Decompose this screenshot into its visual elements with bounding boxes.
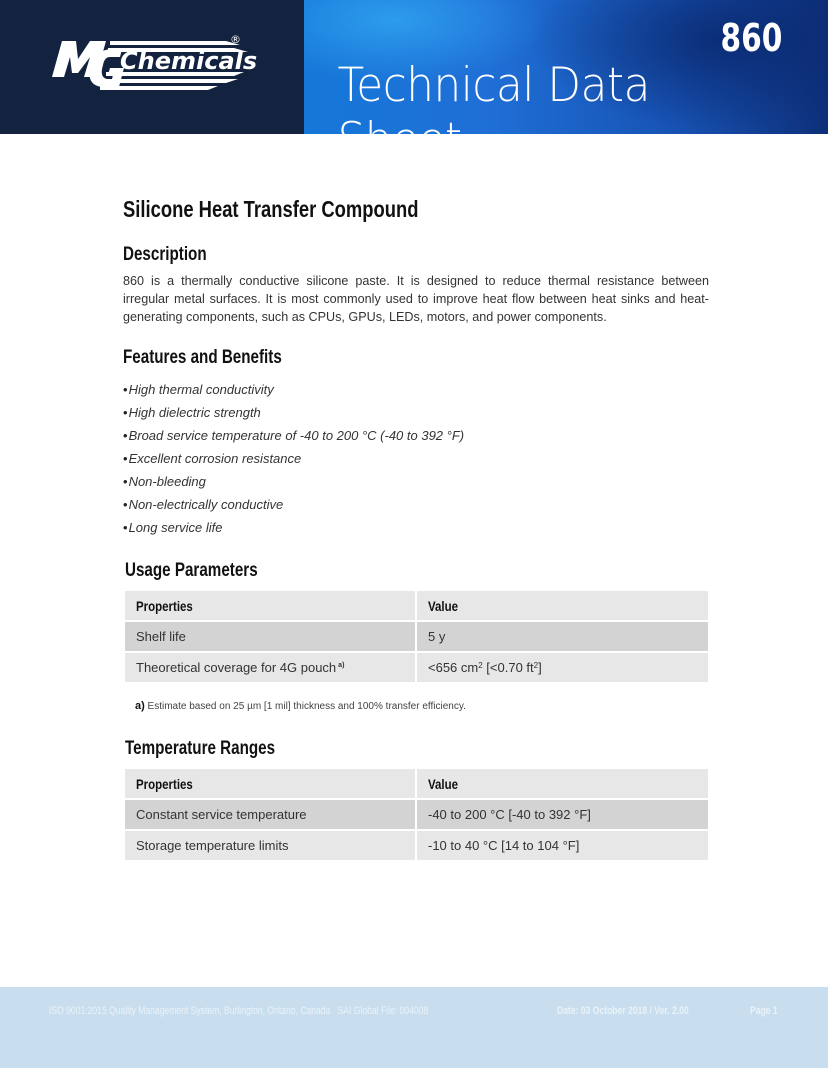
column-header-value: Value [417,769,708,798]
page-header [0,0,828,168]
value-cell: -10 to 40 °C [14 to 104 °F] [417,831,708,860]
page-number: Page 1 [750,1005,778,1017]
bullet-icon: • [123,428,128,443]
features-heading: Features and Benefits [123,347,282,368]
description-text: 860 is a thermally conductive silicone paste. It is designed to reduce thermal resistance between irregular metal surfaces. It is most commonly used to improve heat flow between heat sinks and heat-generating components, such as CPUs, GPUs, LEDs, motors, and power components. [123,274,709,324]
mg-chemicals-logo [48,33,258,97]
bullet-icon: • [123,474,128,489]
svg-text:®: ® [230,33,241,46]
feature-item: •Long service life [123,520,223,535]
feature-item: •High thermal conductivity [123,382,274,397]
table-header-row [125,591,708,620]
page-footer [0,987,828,1068]
table-footnote: a) Estimate based on 25 µm [1 mil] thickness and 100% transfer efficiency. [135,700,466,712]
table-row [125,622,708,651]
bullet-icon: • [123,497,128,512]
product-name-heading: Silicone Heat Transfer Compound [123,196,419,222]
description-heading: Description [123,244,207,265]
column-header-value: Value [417,591,708,620]
table-row [125,653,708,682]
feature-item: •Non-electrically conductive [123,497,284,512]
property-cell: Theoretical coverage for 4G pouch $^{a)}$ [125,653,415,682]
feature-item: •Excellent corrosion resistance [123,451,302,466]
usage-parameters-heading: Usage Parameters [125,560,258,581]
column-header-properties: Properties [125,591,415,620]
value-cell: -40 to 200 °C [-40 to 392 °F] [417,800,708,829]
feature-item: •High dielectric strength [123,405,261,420]
table-row [125,800,708,829]
feature-item: •Non-bleeding [123,474,206,489]
document-type-title: Technical Data Sheet [337,58,650,168]
property-cell: Storage temperature limits [125,831,415,860]
bullet-icon: • [123,405,128,420]
svg-text:Chemicals: Chemicals [120,47,258,75]
bullet-icon: • [123,520,128,535]
iso-certification-text: ISO 9001:2015 Quality Management System, Burlington, Ontario, Canada SAI Global File: 004008 [49,1005,429,1017]
logo-panel [0,0,304,134]
usage-parameters-table [123,589,710,684]
column-header-properties: Properties [125,769,415,798]
bullet-icon: • [123,451,128,466]
title-banner [304,0,828,168]
footnote-ref: a) [338,662,345,669]
property-cell: Constant service temperature [125,800,415,829]
value-cell: 5 y [417,622,708,651]
table-row [125,831,708,860]
date-version: Date: 03 October 2018 / Ver. 2.00 [557,1005,689,1017]
feature-item: •Broad service temperature of -40 to 200 °C (-40 to 392 °F) [123,428,465,443]
table-header-row [125,769,708,798]
features-list [123,380,464,541]
bullet-icon: • [123,382,128,397]
value-cell: <656 $cm^2$ [<0.70 $ft^2$] [417,653,708,682]
product-code: 860 [720,16,782,60]
temperature-ranges-heading: Temperature Ranges [125,738,276,759]
temperature-ranges-table [123,767,710,862]
property-cell: Shelf life [125,622,415,651]
